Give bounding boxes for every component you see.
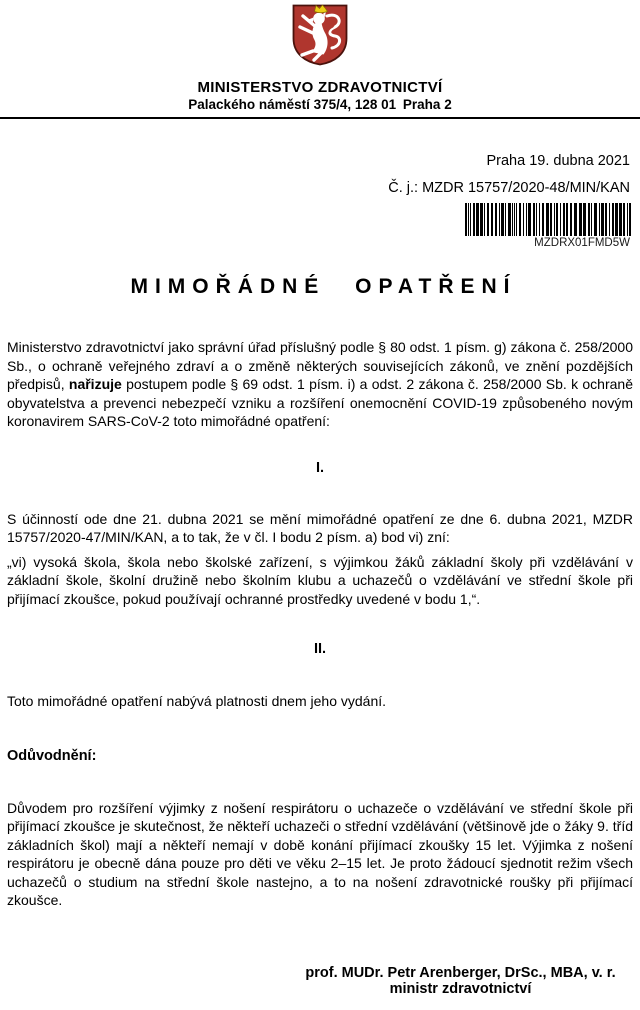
signature-block (288, 965, 633, 998)
document-meta (7, 153, 630, 250)
section-1-paragraph-1: S účinností ode dne 21. dubna 2021 se mění mimořádné opatření ze dne 6. dubna 2021, MZDR 15757/2020-47/MIN/KAN, a to tak, že v čl. I bodu 2 písm. a) bod vi) zní: (7, 510, 633, 545)
signatory-role: ministr zdravotnictví (389, 981, 532, 997)
justification-paragraph: Důvodem pro rozšíření výjimky z nošení respirátoru o uchazeče o vzdělávání ve střední škole při přijímací zkoušce je skutečnost, že někteří uchazeči o střední vzdělávání (většinově jde o žáky 9. tříd základních škol) mají a někteří nemají v době konání přijímací zkoušky 15 let. Výjimka z nošení respirátoru je obecně dána pouze pro děti ve věku 2–15 let. Je proto žádoucí sjednotit režim všech uchazečů o studium na střední škole nastejno, a to na nošení zdravotnické roušky při přijímací zkoušce. (7, 799, 633, 908)
document-title: MIMOŘÁDNÉ OPATŘENÍ (130, 275, 517, 298)
intro-text-2: postupem podle § 69 odst. 1 písm. i) a odst. 2 zákona č. 258/2000 Sb. k ochraně obyvatelstva a prevenci nebezpečí vzniku a rozšíření onemocnění COVID-19 způsobeného novým koronavirem SARS-CoV-2 toto mimořádné opatření: (7, 376, 633, 429)
barcode (465, 203, 630, 236)
signatory-name: prof. MUDr. Petr Arenberger, DrSc., MBA, v. r. (305, 964, 616, 981)
ministry-address: Palackého náměstí 375/4, 128 01 Praha 2 (188, 97, 452, 112)
barcode-value: MZDRX01FMD5W (534, 237, 630, 249)
section-1-paragraph-2: „vi) vysoká škola, škola nebo školské zařízení, s výjimkou žáků základní školy při vzdělávání v základní škole, školní družině nebo školním klubu a uchazečů o vzdělávání ve střední škole při přijímací zkoušce, pokud používají ochranné prostředky uvedené v bodu 1,“. (7, 553, 633, 607)
ministry-name: MINISTERSTVO ZDRAVOTNICTVÍ (197, 79, 443, 96)
section-2-heading: II. (313, 641, 327, 657)
czech-coat-of-arms-icon (290, 3, 350, 67)
justification-heading: Odůvodnění: (7, 747, 97, 764)
section-1-heading: I. (315, 459, 325, 476)
crest-container (7, 0, 633, 72)
section-2-paragraph: Toto mimořádné opatření nabývá platnosti dnem jeho vydání. (7, 693, 387, 709)
intro-bold-narizuje: nařizuje (68, 376, 122, 392)
place-and-date: Praha 19. dubna 2021 (486, 153, 630, 169)
header-divider (0, 117, 640, 119)
intro-text-1: Ministerstvo zdravotnictví jako správní úřad příslušný podle § 80 odst. 1 písm. g) zákona č. 258/2000 Sb., o ochraně veřejného zdraví a o změně některých souvisejících zákonů, ve znění pozdějších předpisů, (7, 339, 633, 392)
intro-paragraph (7, 338, 633, 431)
reference-number: Č. j.: MZDR 15757/2020-48/MIN/KAN (388, 180, 630, 196)
